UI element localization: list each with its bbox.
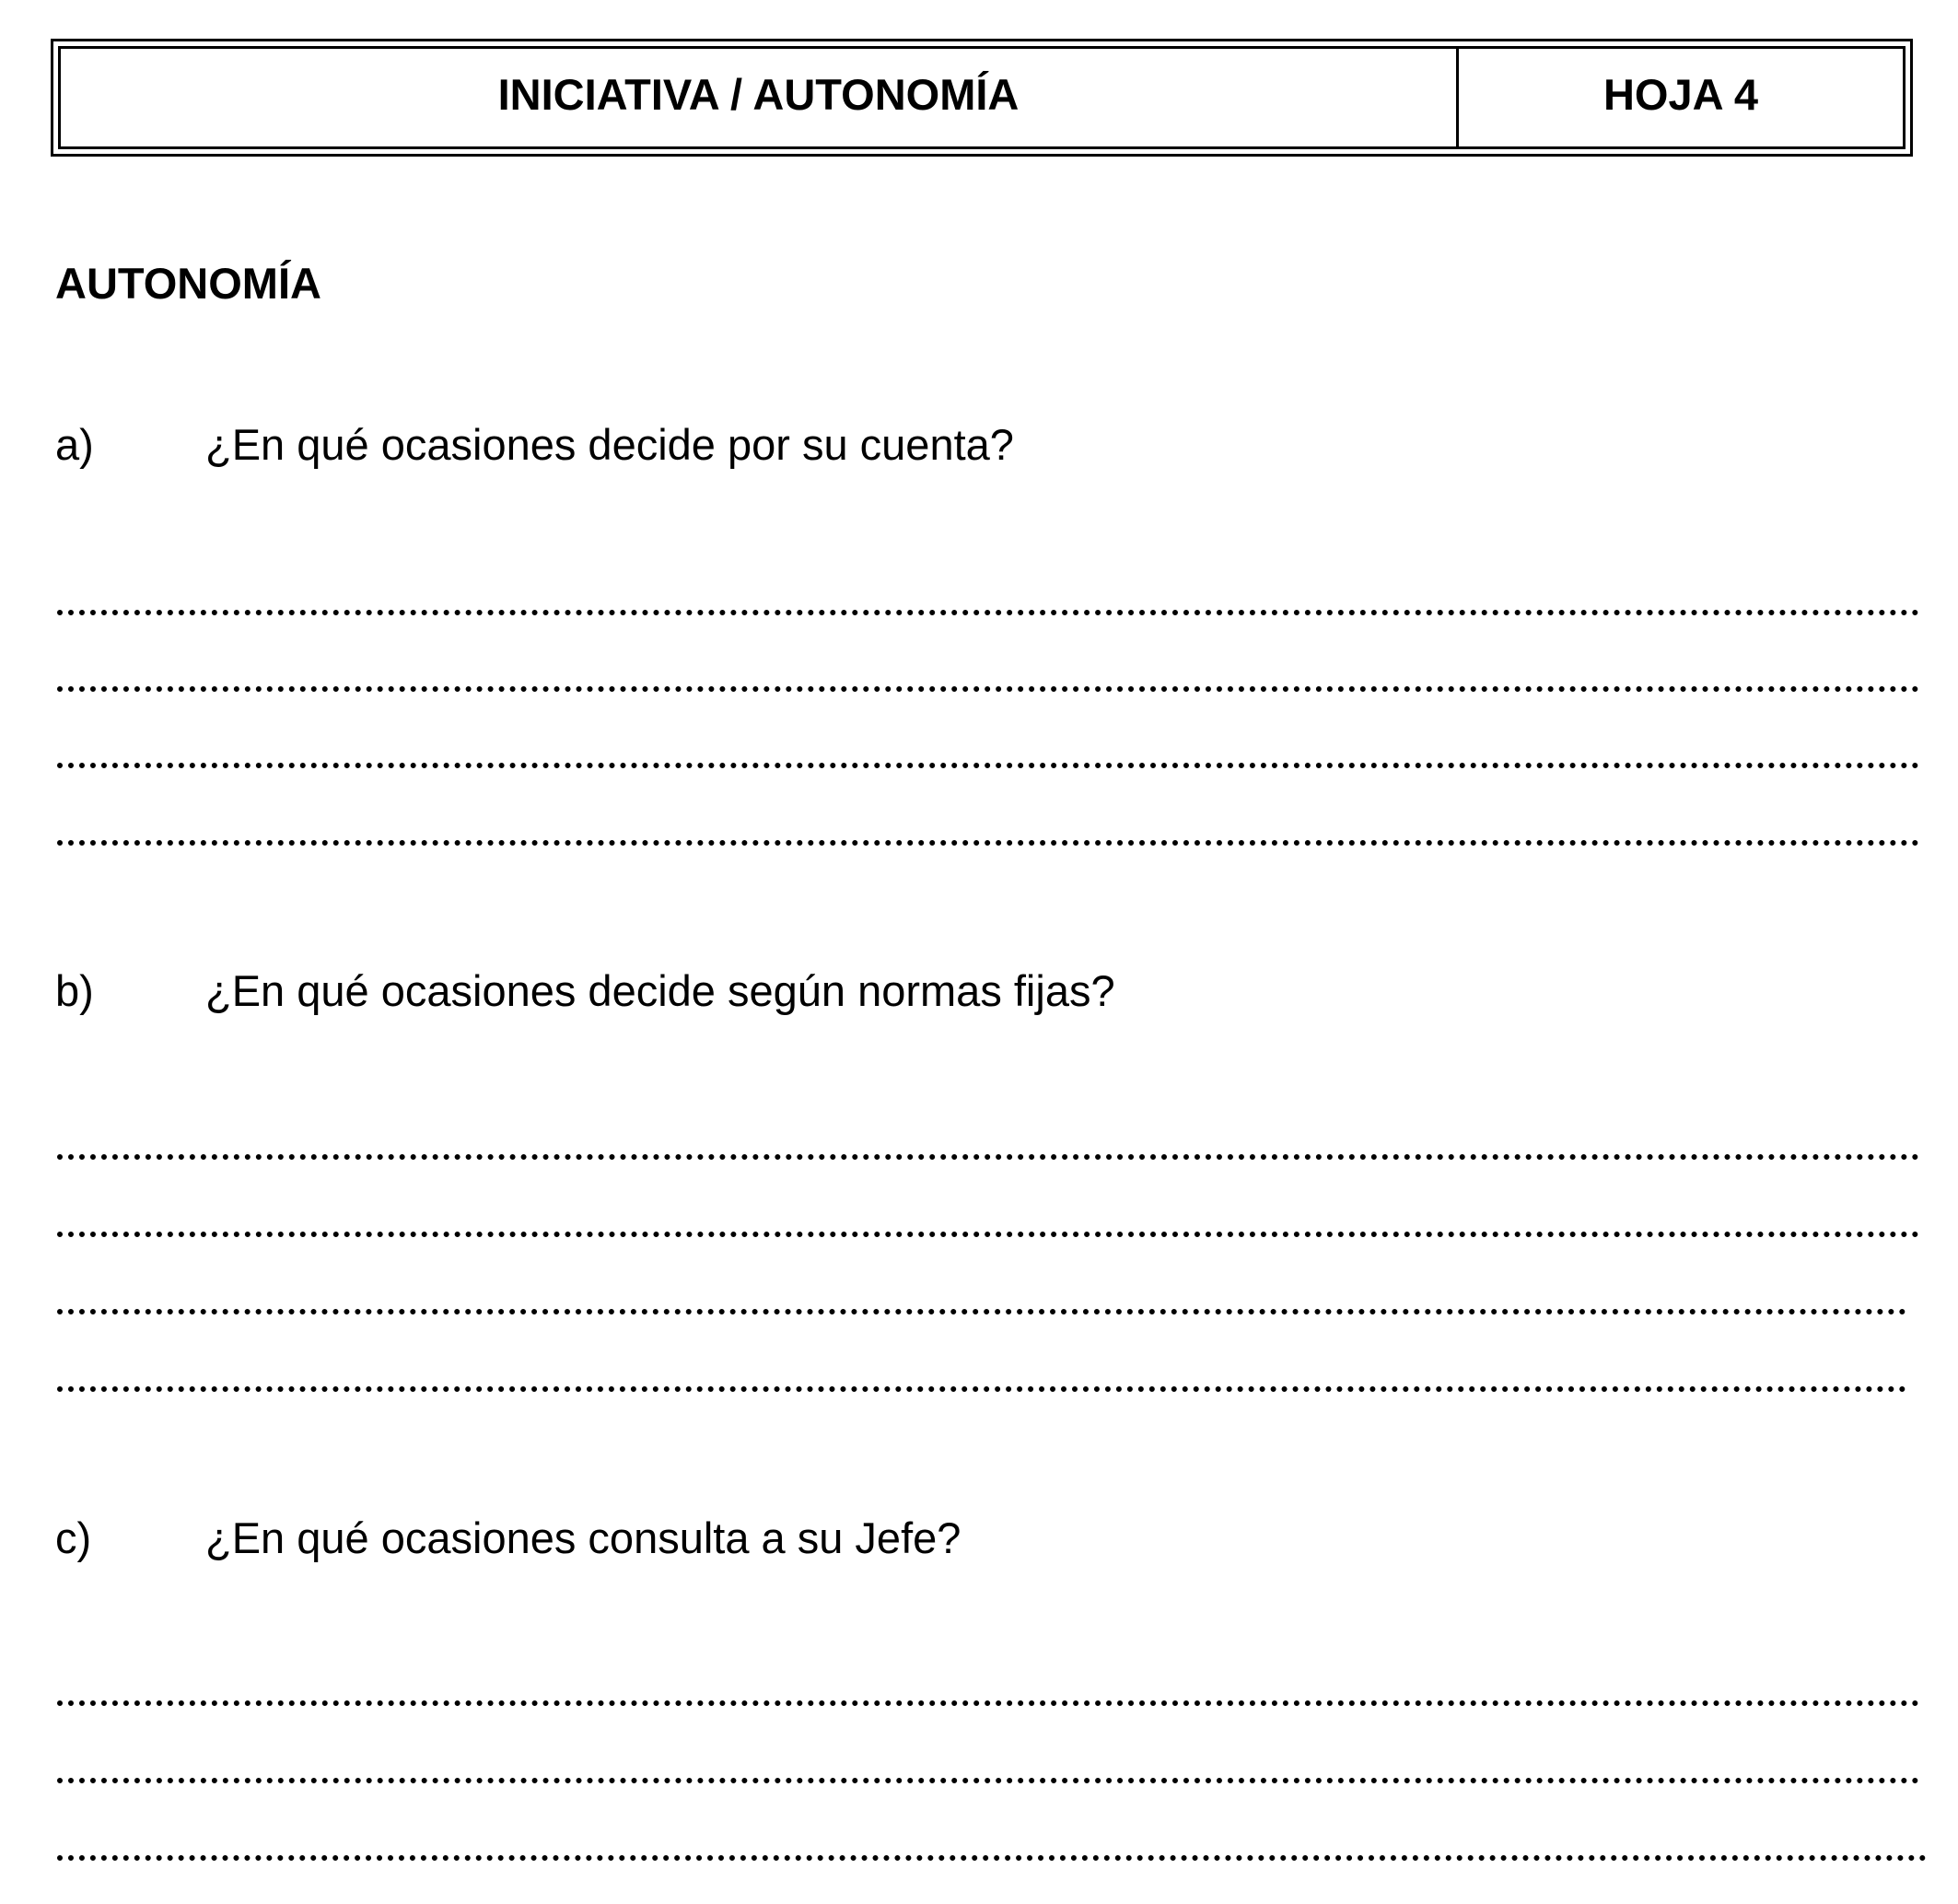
question-b: [55, 965, 1115, 1016]
answer-line-b-2[interactable]: [57, 1232, 1919, 1237]
question-letter: b): [55, 966, 94, 1015]
answer-line-c-3[interactable]: [57, 1855, 1927, 1861]
answer-line-b-3[interactable]: [57, 1309, 1906, 1314]
header-inner: [58, 46, 1906, 149]
question-a: [55, 419, 1014, 470]
question-text: ¿En qué ocasiones consulta a su Jefe?: [205, 1513, 962, 1562]
answer-line-a-3[interactable]: [57, 763, 1919, 768]
answer-line-a-4[interactable]: [57, 840, 1919, 846]
question-letter: c): [55, 1513, 92, 1562]
answer-line-a-2[interactable]: [57, 686, 1919, 692]
question-text: ¿En qué ocasiones decide por su cuenta?: [205, 420, 1014, 469]
section-title: AUTONOMÍA: [55, 259, 321, 308]
sheet-number: HOJA 4: [1603, 69, 1759, 119]
answer-line-a-1[interactable]: [57, 610, 1919, 615]
question-letter: a): [55, 420, 94, 469]
header-title: INICIATIVA / AUTONOMÍA: [61, 49, 1459, 146]
answer-line-c-1[interactable]: [57, 1700, 1919, 1706]
answer-line-b-1[interactable]: [57, 1154, 1919, 1160]
answer-line-c-2[interactable]: [57, 1778, 1919, 1783]
answer-line-b-4[interactable]: [57, 1386, 1906, 1392]
question-text: ¿En qué ocasiones decide según normas fijas?: [205, 966, 1115, 1015]
header-box: [51, 39, 1913, 157]
question-c: [55, 1513, 961, 1563]
